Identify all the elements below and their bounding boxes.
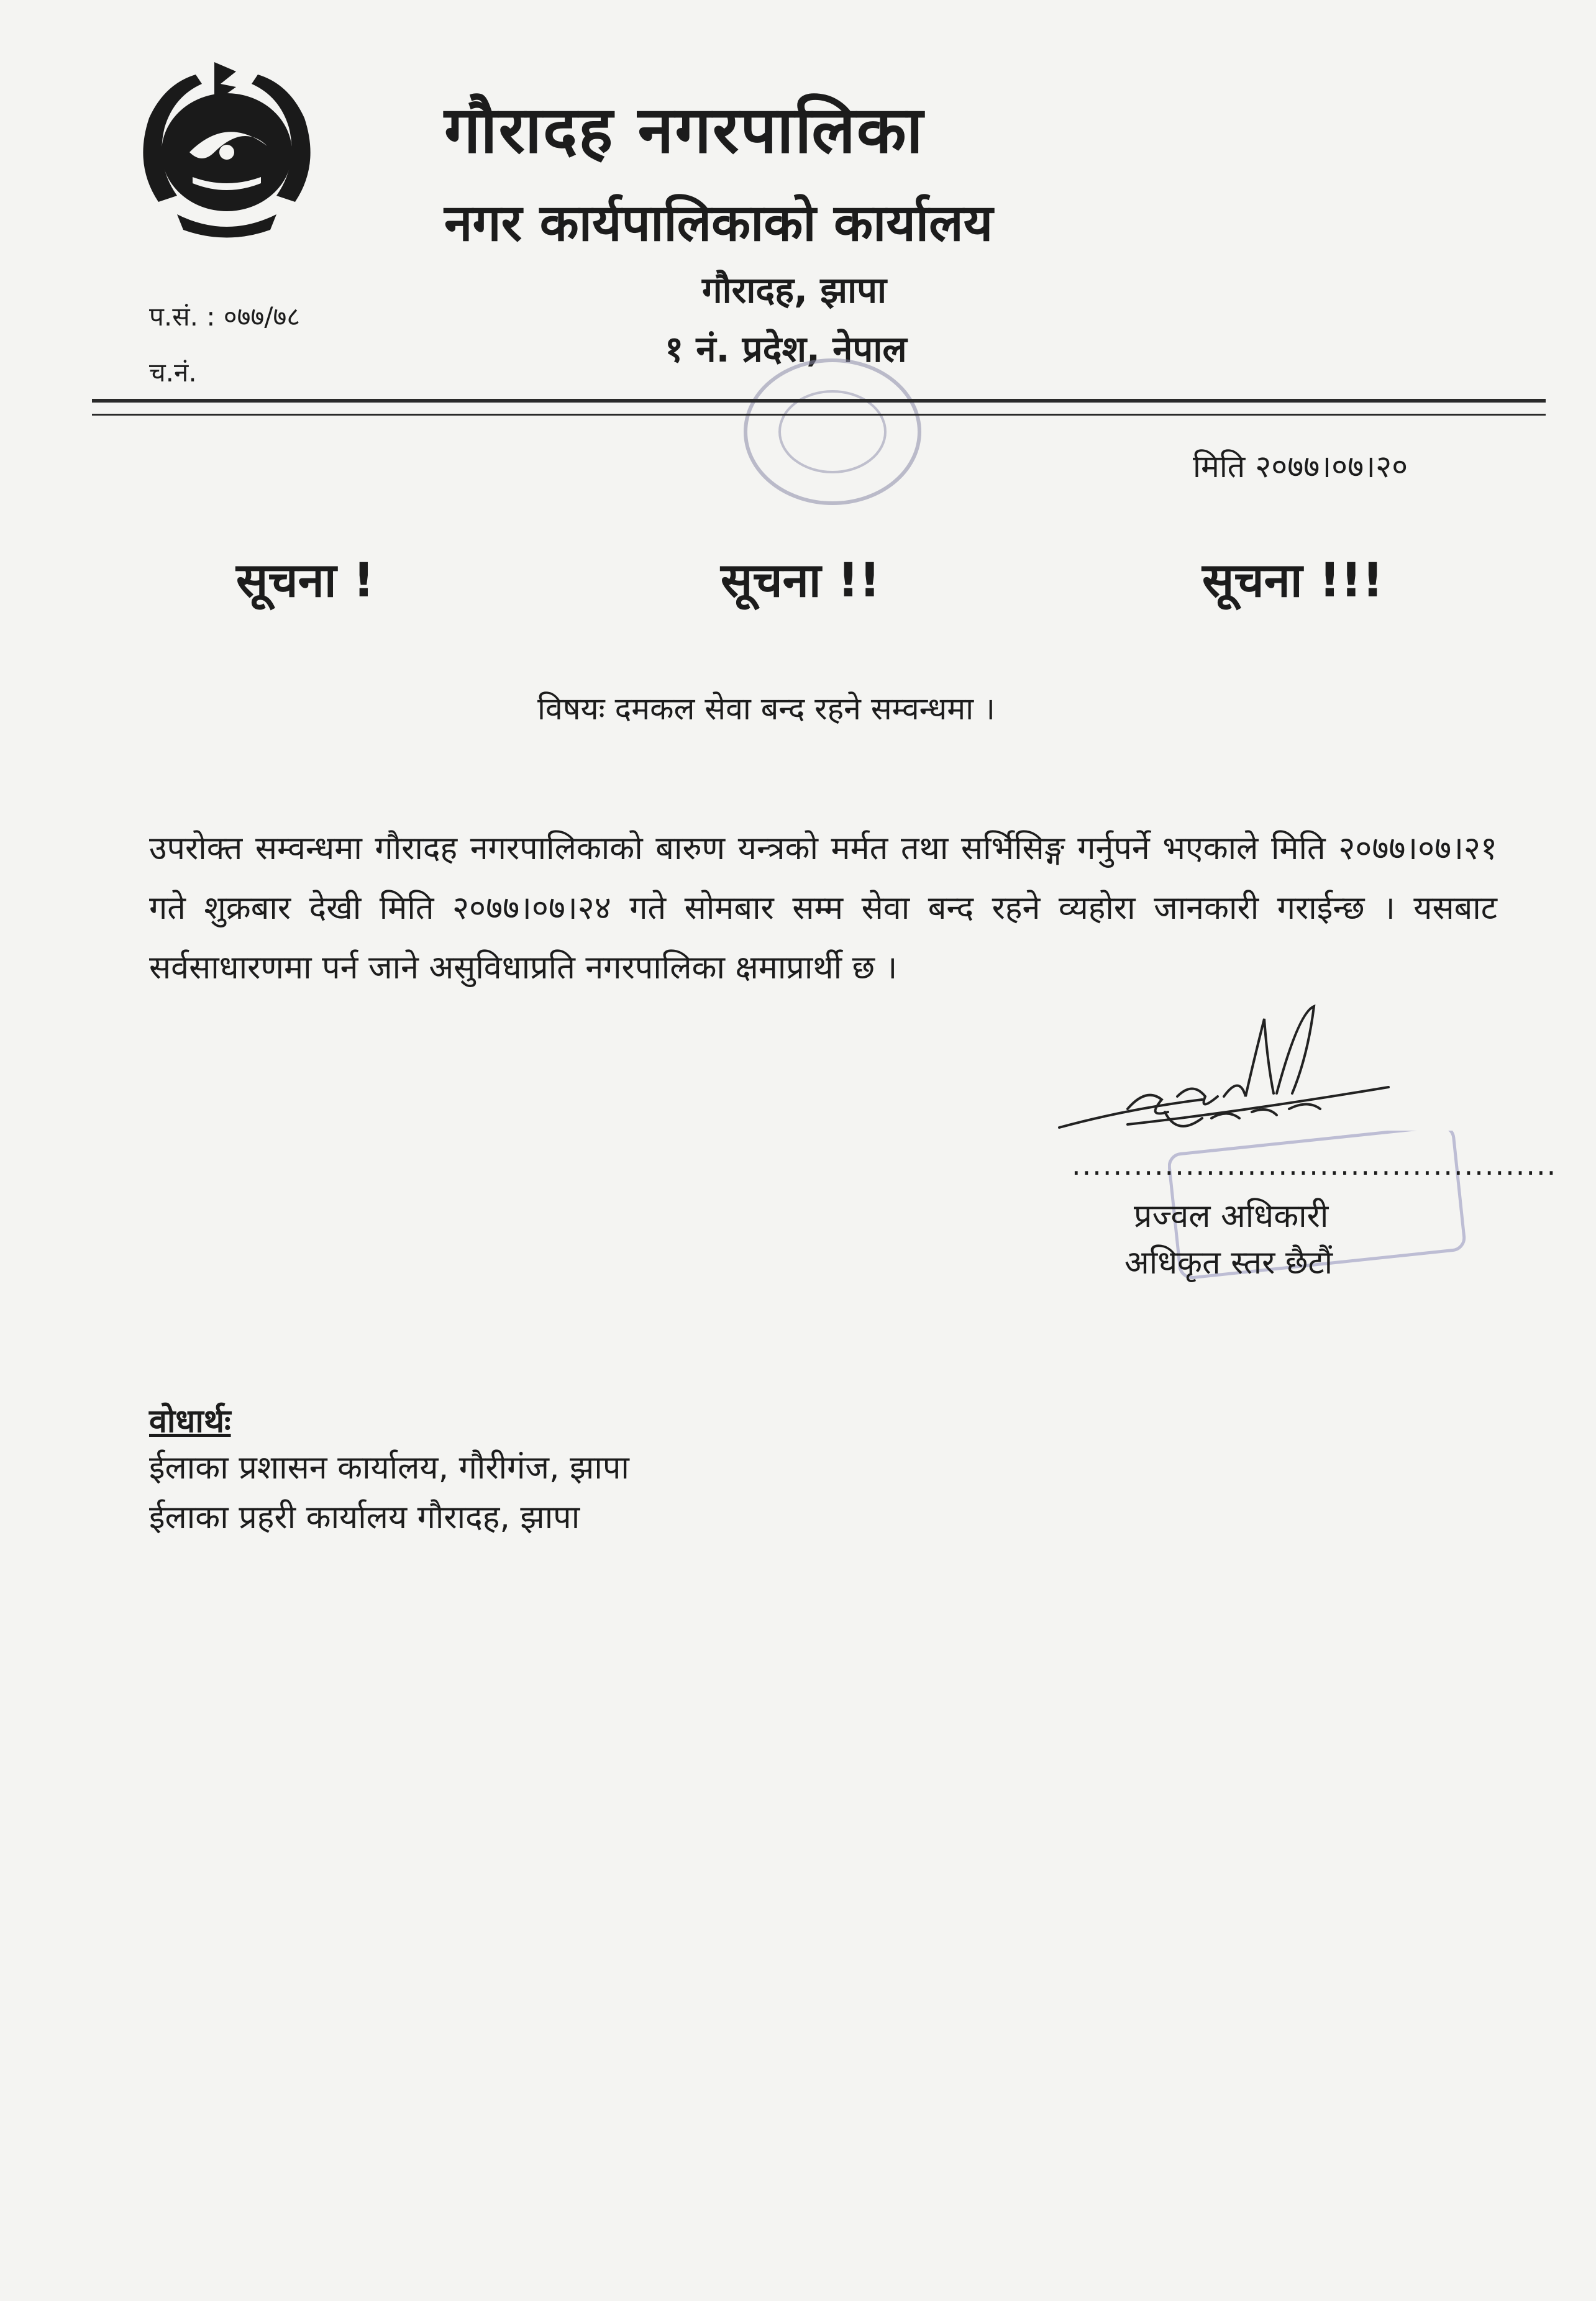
organization-name: गौरादह नगरपालिका xyxy=(444,92,924,168)
nepal-emblem-icon xyxy=(121,59,332,245)
reference-number: प.सं. : ०७७/७८ xyxy=(149,301,301,332)
office-name: नगर कार्यपालिकाको कार्यालय xyxy=(444,194,993,253)
dispatch-number: च.नं. xyxy=(149,357,197,388)
header-rule-thin xyxy=(92,414,1546,416)
letter-date: मिति २०७७।०७।२० xyxy=(1193,449,1408,485)
notice-heading-3: सूचना !!! xyxy=(1202,552,1384,608)
address-line-2: १ नं. प्रदेश, नेपाल xyxy=(665,328,907,370)
letter-subject: विषयः दमकल सेवा बन्द रहने सम्वन्धमा । xyxy=(537,691,995,727)
address-line-1: गौरादह, झापा xyxy=(702,269,887,311)
cc-heading: वोधार्थः xyxy=(149,1403,231,1440)
notice-heading-2: सूचना !! xyxy=(721,552,881,608)
cc-item: ईलाका प्रशासन कार्यालय, गौरीगंज, झापा xyxy=(149,1449,629,1487)
signatory-title: अधिकृत स्तर छैटौं xyxy=(1124,1244,1333,1282)
notice-heading-1: सूचना ! xyxy=(236,552,375,608)
signatory-name: प्रज्वल अधिकारी xyxy=(1134,1198,1329,1235)
header-rule-thick xyxy=(92,399,1546,403)
letter-body: उपरोक्त सम्वन्धमा गौरादह नगरपालिकाको बारुण यन्त्रको मर्मत तथा सर्भिसिङ्ग गर्नुपर्ने भएकाले मिति २०७७।०७।२१ गते शुक्रबार देखी मिति २०७७।०७।२४ गते सोमबार सम्म सेवा बन्द रहने व्यहोरा जानकारी गराईन्छ । यसबाट सर्वसाधारणमा पर्न जाने असुविधाप्रति नगरपालिका क्षमाप्रार्थी छ । xyxy=(149,830,1497,986)
signature-line: ............................................... xyxy=(1072,1148,1557,1182)
office-seal-stamp xyxy=(733,348,932,516)
cc-item: ईलाका प्रहरी कार्यालय गौरादह, झापा xyxy=(149,1499,580,1536)
